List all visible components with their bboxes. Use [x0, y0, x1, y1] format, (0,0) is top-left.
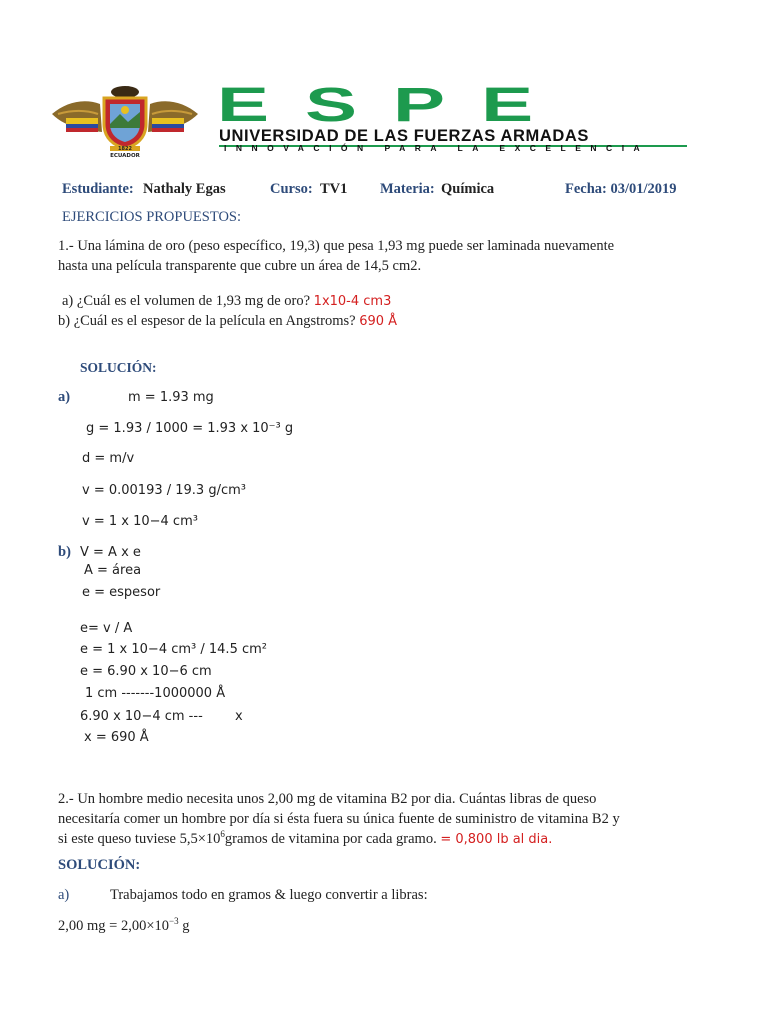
solution1-title: SOLUCIÓN: — [80, 360, 157, 375]
course-value: TV1 — [320, 181, 348, 197]
subject-value: Química — [441, 181, 495, 197]
calc-a-line2: g = 1.93 / 1000 = 1.93 x 10⁻³ g — [86, 421, 294, 436]
part-a-label: a) — [58, 389, 71, 405]
question-a-text: a) ¿Cuál es el volumen de 1,93 mg de oro? — [62, 293, 311, 309]
problem2-line3 — [58, 829, 658, 850]
motto: INNOVACIÓN PARA LA EXCELENCIA — [224, 143, 650, 153]
calc-a-line5: v = 1 x 10−4 cm³ — [82, 514, 198, 529]
problem2-line3-post: gramos de vitamina por cada gramo. — [224, 831, 437, 847]
question-a — [62, 293, 391, 310]
conversion-exponent: −3 — [169, 916, 179, 926]
solution2-title: SOLUCIÓN: — [58, 857, 141, 873]
calc-b-line8: 6.90 x 10−4 cm --- — [80, 709, 203, 724]
course-label: Curso: — [270, 181, 313, 197]
problem2-line3-pre: si este queso tuviese 5,5×10 — [58, 831, 221, 847]
calc-b-line9: x = 690 Å — [84, 730, 149, 745]
calc-b-line2: A = área — [84, 563, 142, 578]
question-b-text: b) ¿Cuál es el espesor de la película en Angstroms? — [58, 313, 356, 329]
problem2-line2: necesitaría comer un hombre por día si ésta fuera su única fuente de suministro de vitamina B2 y — [58, 811, 620, 827]
problem2-statement — [58, 789, 658, 850]
conversion-line — [58, 918, 189, 935]
calc-a-line4: v = 0.00193 / 19.3 g/cm³ — [82, 483, 246, 498]
part-b-label: b) — [58, 544, 71, 560]
problem2-answer: = 0,800 lb al dia. — [440, 832, 553, 847]
question-b — [58, 313, 397, 330]
calc-b-line5: e = 1 x 10−4 cm³ / 14.5 cm² — [80, 642, 267, 657]
calc-b-line4: e= v / A — [80, 621, 133, 636]
calc-b-line7: 1 cm -------1000000 Å — [85, 686, 226, 701]
calc-a-line1: m = 1.93 mg — [128, 390, 214, 405]
problem1-line2: hasta una película transparente que cubre un área de 14,5 cm2. — [58, 258, 422, 274]
calc-b-line3: e = espesor — [82, 585, 161, 600]
conversion-post: g — [178, 918, 190, 934]
date: Fecha: 03/01/2019 — [565, 181, 677, 197]
calc-b-line1: V = A x e — [80, 545, 141, 560]
calc-b-line8-x: x — [235, 709, 243, 724]
section-title: EJERCICIOS PROPUESTOS: — [62, 209, 242, 225]
subject-label: Materia: — [380, 181, 435, 197]
emblem-country: ECUADOR — [110, 153, 140, 158]
problem2-exponent: 6 — [220, 829, 225, 839]
ecuador-coat-of-arms-icon — [44, 84, 206, 158]
espe-logo: ESPE — [217, 76, 570, 132]
problem2-part-a-text: Trabajamos todo en gramos & luego convertir a libras: — [110, 887, 428, 903]
problem2-line1: 2.- Un hombre medio necesita unos 2,00 mg de vitamina B2 por dia. Cuántas libras de queso — [58, 791, 597, 807]
problem1-line1: 1.- Una lámina de oro (peso específico, 19,3) que pesa 1,93 mg puede ser laminada nuevamente — [58, 238, 615, 254]
conversion-pre: 2,00 mg = 2,00×10 — [58, 918, 170, 934]
calc-a-line3: d = m/v — [82, 451, 135, 466]
answer-b: 690 Å — [359, 314, 398, 329]
student-name: Nathaly Egas — [143, 181, 226, 197]
university-name: UNIVERSIDAD DE LAS FUERZAS ARMADAS — [219, 127, 589, 145]
emblem-year: 1822 — [118, 146, 132, 152]
answer-a: 1x10-4 cm3 — [313, 294, 392, 309]
problem1-statement — [58, 236, 658, 276]
student-label: Estudiante: — [62, 181, 134, 197]
problem2-part-a-label: a) — [58, 887, 70, 903]
calc-b-line6: e = 6.90 x 10−6 cm — [80, 664, 212, 679]
